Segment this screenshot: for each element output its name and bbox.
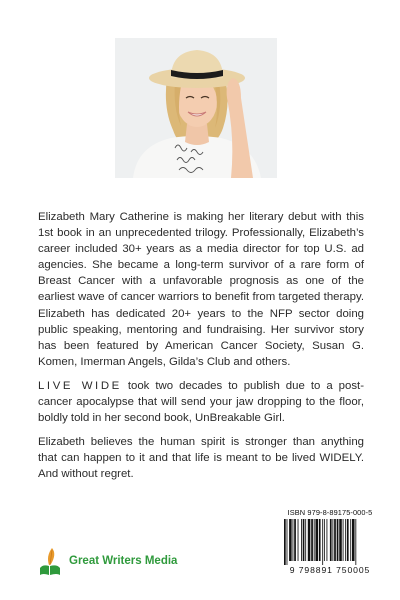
- barcode-bar: [337, 519, 339, 561]
- barcode-bar: [352, 519, 355, 561]
- barcode-digits: 9 798891 750005: [289, 565, 371, 575]
- barcode-bar: [334, 519, 336, 561]
- barcode-bar: [303, 519, 305, 561]
- barcode-bar: [330, 519, 332, 561]
- barcode-bar: [284, 519, 286, 565]
- barcode-bar: [327, 519, 328, 561]
- author-portrait-image: [115, 38, 277, 178]
- barcode-bar: [347, 519, 349, 561]
- barcode-bar: [322, 519, 323, 565]
- barcode-bar: [324, 519, 325, 561]
- bio-paragraph-3: Elizabeth believes the human spirit is stronger than anything that can happen to it and that life is meant to be lived WIDELY. And without regret.: [38, 436, 364, 481]
- barcode-bar: [350, 519, 351, 561]
- author-photo: [115, 38, 277, 178]
- publisher-logo: [37, 544, 177, 578]
- bio-paragraph-1: Elizabeth Mary Catherine is making her literary debut with this 1st book in an unprecedented trilogy. Professionally, Elizabeth’s career included 30+ years as a media director for top U.S. ad agencies. She became a long-term survivor of a rare form of Breast Cancer with a unfavorable prognosis as one of the earliest wave of cancer warriors to benefit from targeted therapy. Elizabeth has dedicated 20+ years to the NFP sector doing public speaking, mentoring and fundraising. Her survivor story has been featured by American Cancer Society, Susan G. Komen, Imerman Angels, Gilda’s Club and others.: [38, 211, 364, 368]
- publisher-name: Great Writers Media: [69, 555, 178, 567]
- barcode-bar: [308, 519, 311, 561]
- barcode-bar: [294, 519, 296, 561]
- barcode-bar: [339, 519, 342, 561]
- bio-paragraph-2-text: took two decades to publish due to a post-cancer apocalypse that will send your jaw dropping to the floor, boldly told in her second book, UnBreakable Girl.: [38, 379, 364, 425]
- book-feather-icon: [37, 546, 63, 576]
- barcode-bar: [298, 519, 299, 561]
- barcode-bar: [314, 519, 315, 561]
- barcode-bar: [301, 519, 302, 561]
- barcode-bar: [345, 519, 346, 561]
- barcode-bar: [287, 519, 288, 565]
- book-title-live-wide: LIVE WIDE: [38, 379, 122, 392]
- barcode-icon: [280, 519, 380, 565]
- barcode-bar: [355, 519, 356, 565]
- barcode-bar: [319, 519, 321, 561]
- barcode-bar: [343, 519, 344, 561]
- author-bio: [38, 209, 364, 491]
- barcode-bar: [315, 519, 318, 561]
- isbn-label: ISBN 979-8-89175-000-5: [287, 508, 373, 517]
- barcode-bar: [289, 519, 292, 561]
- barcode-bar: [293, 519, 294, 561]
- barcode-bar: [305, 519, 306, 561]
- isbn-barcode-box: [278, 508, 382, 578]
- barcode-bar: [332, 519, 333, 561]
- bio-paragraph-2: [38, 378, 364, 426]
- barcode-bar: [311, 519, 313, 561]
